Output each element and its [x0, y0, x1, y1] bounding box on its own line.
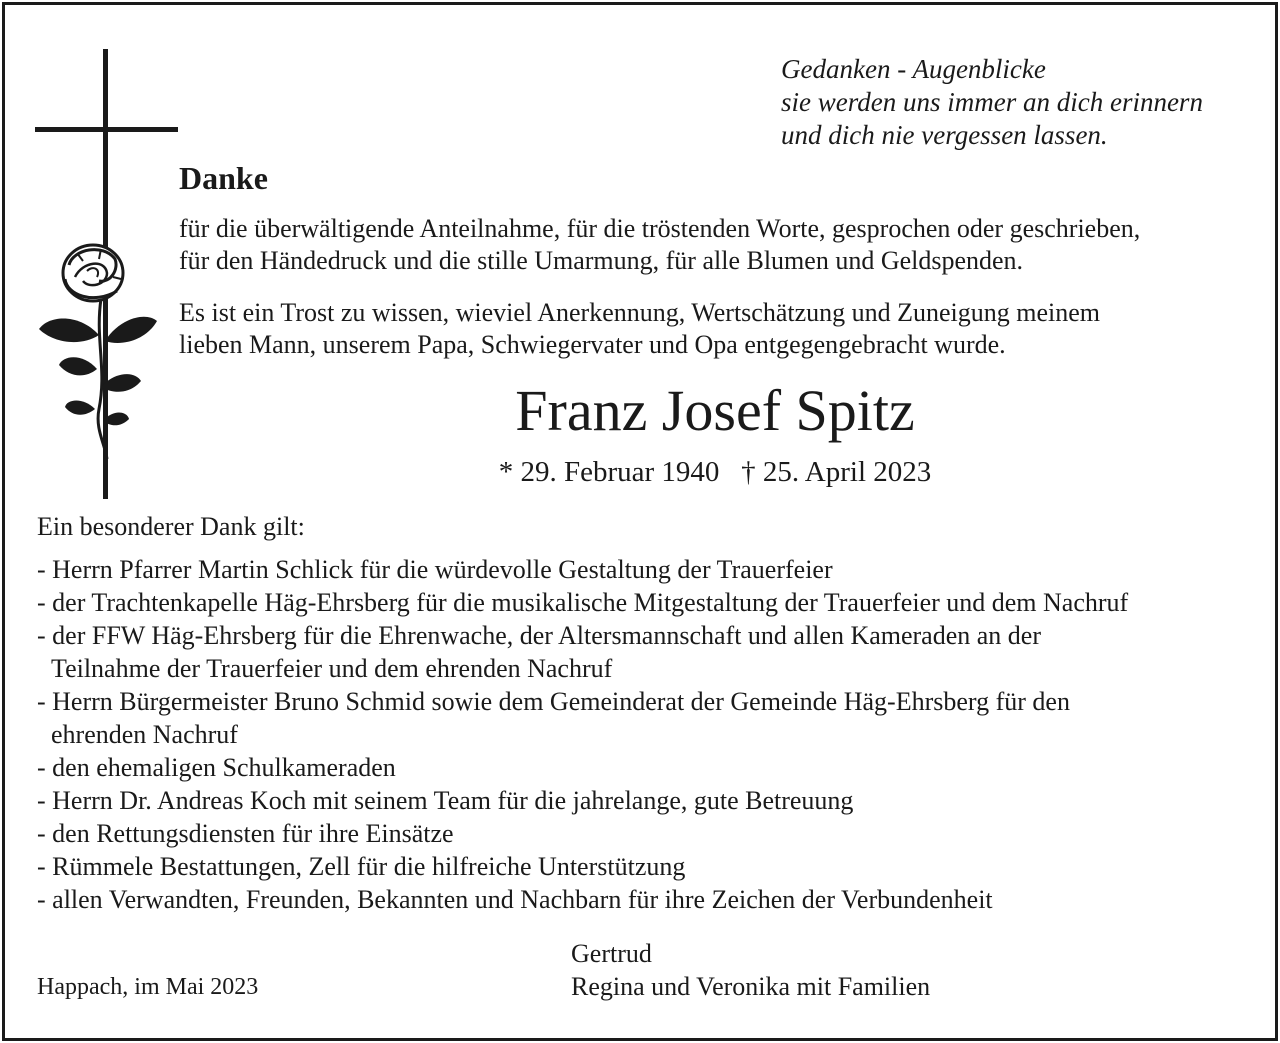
list-item: - Herrn Dr. Andreas Koch mit seinem Team für die jahrelange, gute Betreuung — [37, 786, 854, 815]
list-item: - der FFW Häg-Ehrsberg für die Ehrenwache, der Altersmannschaft und allen Kameraden an der — [37, 621, 1041, 650]
list-item-continuation: ehrenden Nachruf — [51, 720, 238, 749]
list-item: - Herrn Pfarrer Martin Schlick für die würdevolle Gestaltung der Trauerfeier — [37, 555, 833, 584]
list-item: - Herrn Bürgermeister Bruno Schmid sowie dem Gemeinderat der Gemeinde Häg-Ehrsberg für den — [37, 687, 1070, 716]
deceased-name: Franz Josef Spitz — [515, 378, 915, 443]
cross-with-rose-icon — [35, 49, 185, 501]
place-date: Happach, im Mai 2023 — [37, 974, 259, 1000]
list-item: - allen Verwandten, Freunden, Bekannten und Nachbarn für ihre Zeichen der Verbundenheit — [37, 885, 993, 914]
list-item: - den Rettungsdiensten für ihre Einsätze — [37, 819, 454, 848]
list-item: - den ehemaligen Schulkameraden — [37, 753, 396, 782]
list-item: - Rümmele Bestattungen, Zell für die hilfreiche Unterstützung — [37, 852, 686, 881]
poem-line: Gedanken - Augenblicke — [781, 54, 1046, 84]
paragraph-line: für den Händedruck und die stille Umarmung, für alle Blumen und Geldspenden. — [179, 246, 1024, 275]
poem — [781, 53, 1261, 152]
thanks-paragraph — [179, 213, 1140, 277]
thanks-list — [37, 553, 1128, 916]
signers — [571, 937, 930, 1003]
list-item-continuation: Teilnahme der Trauerfeier und dem ehrenden Nachruf — [51, 654, 613, 683]
heading: Danke — [179, 160, 268, 196]
signer-line: Gertrud — [571, 939, 652, 968]
paragraph-line: für die überwältigende Anteilnahme, für die tröstenden Worte, gesprochen oder geschrieben, — [179, 214, 1141, 243]
signer-line: Regina und Veronika mit Familien — [571, 972, 931, 1001]
life-dates: * 29. Februar 1940 † 25. April 2023 — [498, 456, 932, 488]
paragraph-line: Es ist ein Trost zu wissen, wieviel Anerkennung, Wertschätzung und Zuneigung meinem — [179, 298, 1101, 327]
list-item: - der Trachtenkapelle Häg-Ehrsberg für die musikalische Mitgestaltung der Trauerfeier und dem Nachruf — [37, 588, 1129, 617]
paragraph-line: lieben Mann, unserem Papa, Schwiegervater und Opa entgegengebracht wurde. — [179, 330, 1006, 359]
poem-line: und dich nie vergessen lassen. — [781, 120, 1108, 150]
thanks-intro: Ein besonderer Dank gilt: — [37, 512, 305, 541]
comfort-paragraph — [179, 297, 1100, 361]
obituary-card — [2, 2, 1278, 1041]
poem-line: sie werden uns immer an dich erinnern — [781, 87, 1203, 117]
